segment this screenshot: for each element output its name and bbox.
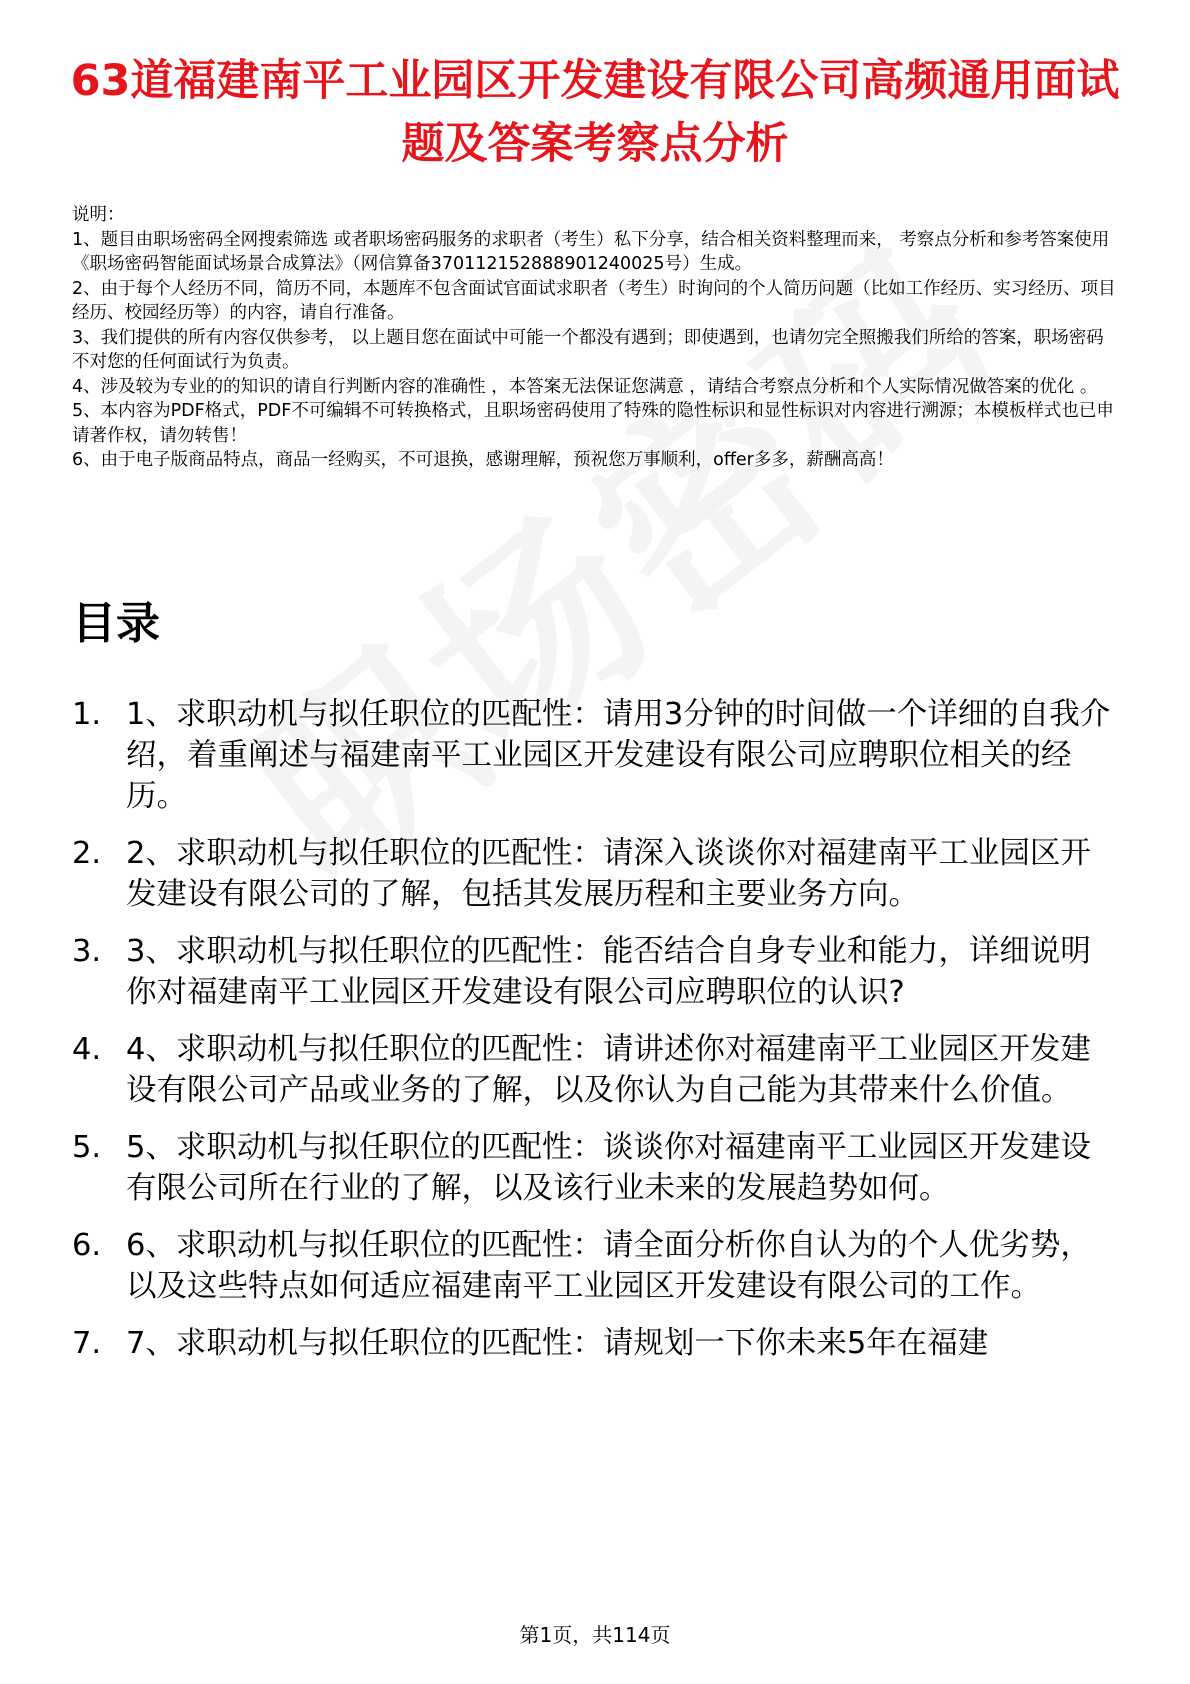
toc-item[interactable] — [72, 931, 1130, 1013]
note-item-4: 4、涉及较为专业的的知识的请自行判断内容的准确性 ，本答案无法保证您满意 ，请结合考察点分析和个人实际情况做答案的优化 。 — [72, 376, 1098, 397]
page-footer: 第1页，共114页 — [519, 1623, 671, 1647]
toc-item-text: 4、求职动机与拟任职位的匹配性：请讲述你对福建南平工业园区开发建设有限公司产品或业务的了解，以及你认为自己能为其带来什么价值。 — [126, 1032, 1091, 1108]
toc-item[interactable] — [72, 1225, 1130, 1307]
toc-item-number: 2. — [72, 836, 102, 871]
toc-item[interactable] — [72, 694, 1130, 817]
note-item-5: 5、本内容为PDF格式，PDF不可编辑不可转换格式，且职场密码使用了特殊的隐性标识和显性标识对内容进行溯源；本模板样式也已申请著作权，请勿转售！ — [72, 401, 1114, 446]
toc-item-number: 3. — [72, 934, 102, 969]
note-item-6: 6、由于电子版商品特点，商品一经购买，不可退换，感谢理解，预祝您万事顺利，offer多多，薪酬高高！ — [72, 450, 894, 470]
toc-item-text: 5、求职动机与拟任职位的匹配性：谈谈你对福建南平工业园区开发建设有限公司所在行业的了解，以及该行业未来的发展趋势如何。 — [126, 1130, 1091, 1206]
toc-item[interactable] — [72, 1127, 1130, 1209]
toc-item[interactable] — [72, 833, 1130, 915]
table-of-contents — [72, 694, 1130, 1380]
toc-item-text: 2、求职动机与拟任职位的匹配性：请深入谈谈你对福建南平工业园区开发建设有限公司的了解，包括其发展历程和主要业务方向。 — [126, 836, 1091, 912]
toc-item-text: 6、求职动机与拟任职位的匹配性：请全面分析你自认为的个人优劣势，以及这些特点如何适应福建南平工业园区开发建设有限公司的工作。 — [126, 1228, 1091, 1304]
toc-item-number: 4. — [72, 1032, 102, 1067]
toc-heading: 目录 — [72, 598, 160, 649]
toc-item-number: 5. — [72, 1130, 102, 1165]
notes-section — [72, 203, 1118, 473]
toc-item-text: 1、求职动机与拟任职位的匹配性：请用3分钟的时间做一个详细的自我介绍，着重阐述与福建南平工业园区开发建设有限公司应聘职位相关的经历。 — [126, 697, 1111, 814]
toc-item[interactable] — [72, 1323, 1130, 1364]
toc-item-number: 6. — [72, 1228, 102, 1263]
note-item-2: 2、由于每个人经历不同，简历不同，本题库不包含面试官面试求职者（考生）时询问的个人简历问题（比如工作经历、实习经历、项目经历、校园经历等）的内容，请自行准备。 — [72, 278, 1116, 323]
note-item-1: 1、题目由职场密码全网搜索筛选 或者职场密码服务的求职者（考生）私下分享，结合相关资料整理而来， 考察点分析和参考答案使用《职场密码智能面试场景合成算法》（网信算备370112152888901240025号）生成。 — [72, 229, 1110, 274]
notes-heading: 说明： — [72, 205, 125, 225]
toc-item-number: 7. — [72, 1326, 102, 1361]
toc-item-text: 3、求职动机与拟任职位的匹配性：能否结合自身专业和能力，详细说明你对福建南平工业园区开发建设有限公司应聘职位的认识? — [126, 934, 1091, 1010]
document-title: 63道福建南平工业园区开发建设有限公司高频通用面试题及答案考察点分析 — [70, 56, 1120, 169]
toc-item[interactable] — [72, 1029, 1130, 1111]
toc-item-number: 1. — [72, 697, 102, 732]
toc-item-text: 7、求职动机与拟任职位的匹配性：请规划一下你未来5年在福建 — [126, 1326, 989, 1361]
note-item-3: 3、我们提供的所有内容仅供参考， 以上题目您在面试中可能一个都没有遇到；即使遇到，也请勿完全照搬我们所给的答案，职场密码不对您的任何面试行为负责。 — [72, 327, 1104, 372]
